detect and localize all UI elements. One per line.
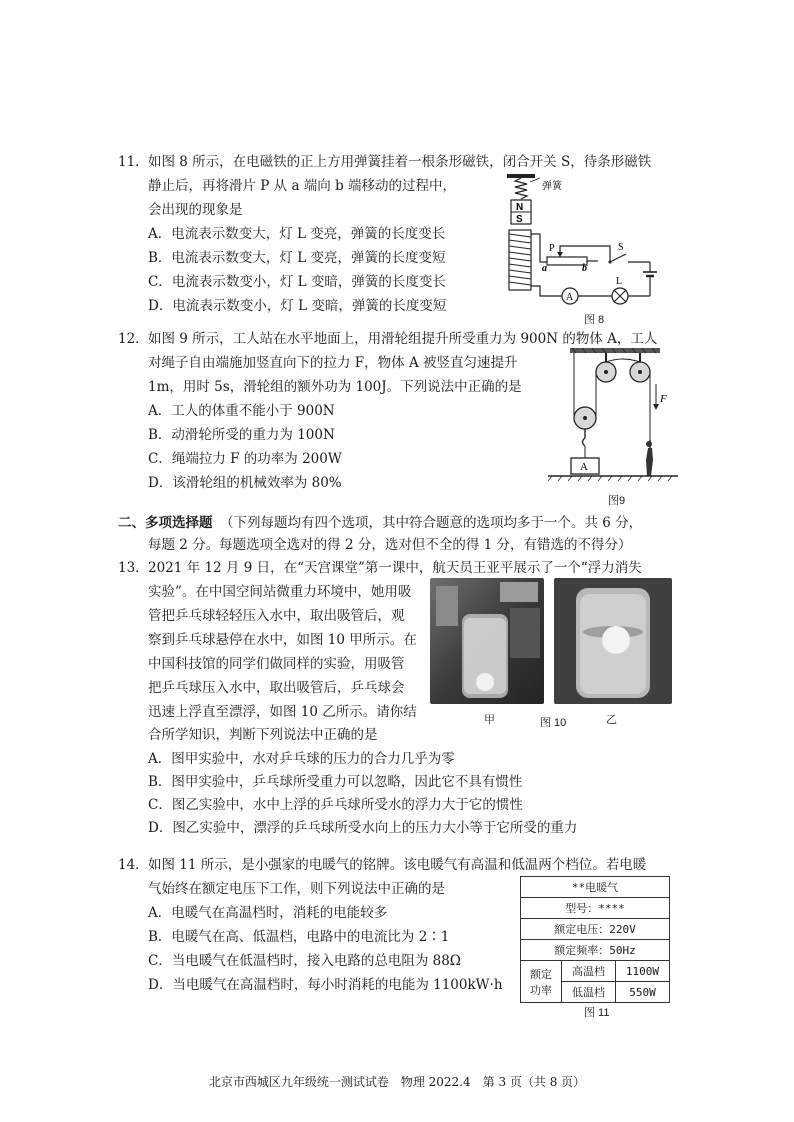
q11-stem-line-2: 静止后，再将滑片 P 从 a 端向 b 端移动的过程中， <box>148 178 457 194</box>
q13-stem-line-6: 把乒乓球压入水中，取出吸管后，乒乓球会 <box>148 680 405 696</box>
fig8-switch-s: S <box>618 242 624 253</box>
nameplate-model: 型号：**** <box>521 898 670 919</box>
nameplate-frequency: 额定频率：50Hz <box>521 940 670 961</box>
q11-option-c: C．电流表示数变小，灯 L 变暗，弹簧的长度变长 <box>148 274 446 290</box>
q14-stem-line-1: 如图 11 所示，是小强家的电暖气的铭牌。该电暖气有高温和低温两个档位。若电暖 <box>148 857 647 873</box>
q14-option-b: B．电暖气在高、低温档，电路中的电流比为 2∶1 <box>148 929 450 945</box>
nameplate-high-value: 1100W <box>615 961 669 982</box>
q11-option-d: D．电流表示数变小，灯 L 变暗，弹簧的长度变短 <box>148 298 447 314</box>
q13-option-a: A．图甲实验中，水对乒乓球的压力的合力几乎为零 <box>148 751 455 767</box>
q11-stem-line-3: 会出现的现象是 <box>148 202 243 218</box>
fig9-force-f: F <box>660 393 667 405</box>
fig8-ammeter-a: A <box>566 292 574 303</box>
q13-stem-line-4: 察到乒乓球悬停在水中，如图 10 甲所示。在 <box>148 632 417 648</box>
q13-number: 13． <box>118 560 149 576</box>
figure-8-caption: 图 8 <box>584 314 605 326</box>
q12-option-d: D．该滑轮组的机械效率为 80% <box>148 475 342 491</box>
q13-stem-line-3: 管把乒乓球轻轻压入水中，取出吸管后，观 <box>148 608 405 624</box>
q12-option-b: B．动滑轮所受的重力为 100N <box>148 427 335 443</box>
nameplate-title: **电暖气 <box>521 877 670 898</box>
nameplate-low-label: 低温档 <box>562 982 616 1003</box>
fig8-lamp-l: L <box>616 276 623 287</box>
nameplate-low-value: 550W <box>615 982 669 1003</box>
q13-option-b: B．图甲实验中，乒乓球所受重力可以忽略，因此它不具有惯性 <box>148 774 523 790</box>
fig8-end-a: a <box>542 263 547 274</box>
figure-11-caption: 图 11 <box>584 1007 610 1019</box>
page-footer: 北京市西城区九年级统一测试试卷 物理 2022.4 第 3 页（共 8 页） <box>208 1075 586 1089</box>
q12-stem-line-2: 对绳子自由端施加竖直向下的拉力 F，物体 A 被竖直匀速提升 <box>148 355 518 371</box>
section-2-desc-2: 每题 2 分。每题选项全选对的得 2 分，选对但不全的得 1 分，有错选的不得分） <box>148 537 632 553</box>
q11-option-a: A．电流表示数变大，灯 L 变亮，弹簧的长度变长 <box>148 226 446 242</box>
q13-stem-line-7: 迅速上浮直至漂浮，如图 10 乙所示。请你结 <box>148 704 417 720</box>
section-2-desc-1: （下列每题均有四个选项，其中符合题意的选项均多于一个。共 6 分， <box>220 515 643 531</box>
q12-number: 12． <box>118 331 149 347</box>
q12-stem-line-1: 如图 9 所示，工人站在水平地面上，用滑轮组提升所受重力为 900N 的物体 A，工人 <box>148 331 658 347</box>
nameplate-power-label: 额定 功率 <box>521 961 562 1003</box>
fig9-block-a: A <box>580 461 588 473</box>
figure-9-pulley <box>548 348 678 486</box>
nameplate-voltage: 额定电压：220V <box>521 919 670 940</box>
fig8-magnet-n: N <box>516 202 524 213</box>
q14-option-d: D．当电暖气在高温档时，每小时消耗的电能为 1100kW·h <box>148 977 503 993</box>
fig8-slider-p: P <box>549 243 555 254</box>
figure-10-label-jia: 甲 <box>484 714 495 726</box>
fig8-spring-label: 弹簧 <box>542 181 562 192</box>
q13-option-d: D．图乙实验中，漂浮的乒乓球所受水向上的压力大小等于它所受的重力 <box>148 820 578 836</box>
q12-option-c: C．绳端拉力 F 的功率为 200W <box>148 451 342 467</box>
q13-stem-line-5: 中国科技馆的同学们做同样的实验，用吸管 <box>148 656 405 672</box>
fig8-magnet-s: S <box>516 214 523 225</box>
section-2-title: 二、多项选择题 <box>118 515 213 531</box>
q14-option-c: C．当电暖气在低温档时，接入电路的总电阻为 88Ω <box>148 953 461 969</box>
q13-option-c: C．图乙实验中，水中上浮的乒乓球所受水的浮力大于它的惯性 <box>148 797 523 813</box>
q14-option-a: A．电暖气在高温档时，消耗的电能较多 <box>148 905 388 921</box>
q13-stem-line-8: 合所学知识，判断下列说法中正确的是 <box>148 727 378 743</box>
q12-stem-line-3: 1m，用时 5s，滑轮组的额外功为 100J。下列说法中正确的是 <box>148 379 522 395</box>
figure-10-caption: 图 10 <box>540 717 567 729</box>
nameplate-high-label: 高温档 <box>562 961 616 982</box>
q13-stem-line-2: 实验”。在中国空间站微重力环境中，她用吸 <box>148 584 412 600</box>
q12-option-a: A．工人的体重不能小于 900N <box>148 403 335 419</box>
q14-number: 14． <box>118 857 149 873</box>
figure-11-nameplate <box>520 876 670 1003</box>
q11-option-b: B．电流表示数变大，灯 L 变亮，弹簧的长度变短 <box>148 250 446 266</box>
fig8-end-b: b <box>582 263 587 274</box>
q14-stem-line-2: 气始终在额定电压下工作，则下列说法中正确的是 <box>148 881 445 897</box>
figure-10-photo-yi <box>554 578 672 704</box>
q11-number: 11． <box>118 154 149 170</box>
q13-stem-line-1: 2021 年 12 月 9 日，在“天宫课堂”第一课中，航天员王亚平展示了一个“浮力消失 <box>148 560 642 576</box>
figure-10-photo-jia <box>430 578 544 704</box>
figure-10-label-yi: 乙 <box>606 714 617 726</box>
q11-stem-line-1: 如图 8 所示，在电磁铁的正上方用弹簧挂着一根条形磁铁，闭合开关 S，待条形磁铁 <box>148 154 652 170</box>
figure-8-circuit <box>500 170 680 306</box>
figure-9-caption: 图9 <box>608 495 626 507</box>
